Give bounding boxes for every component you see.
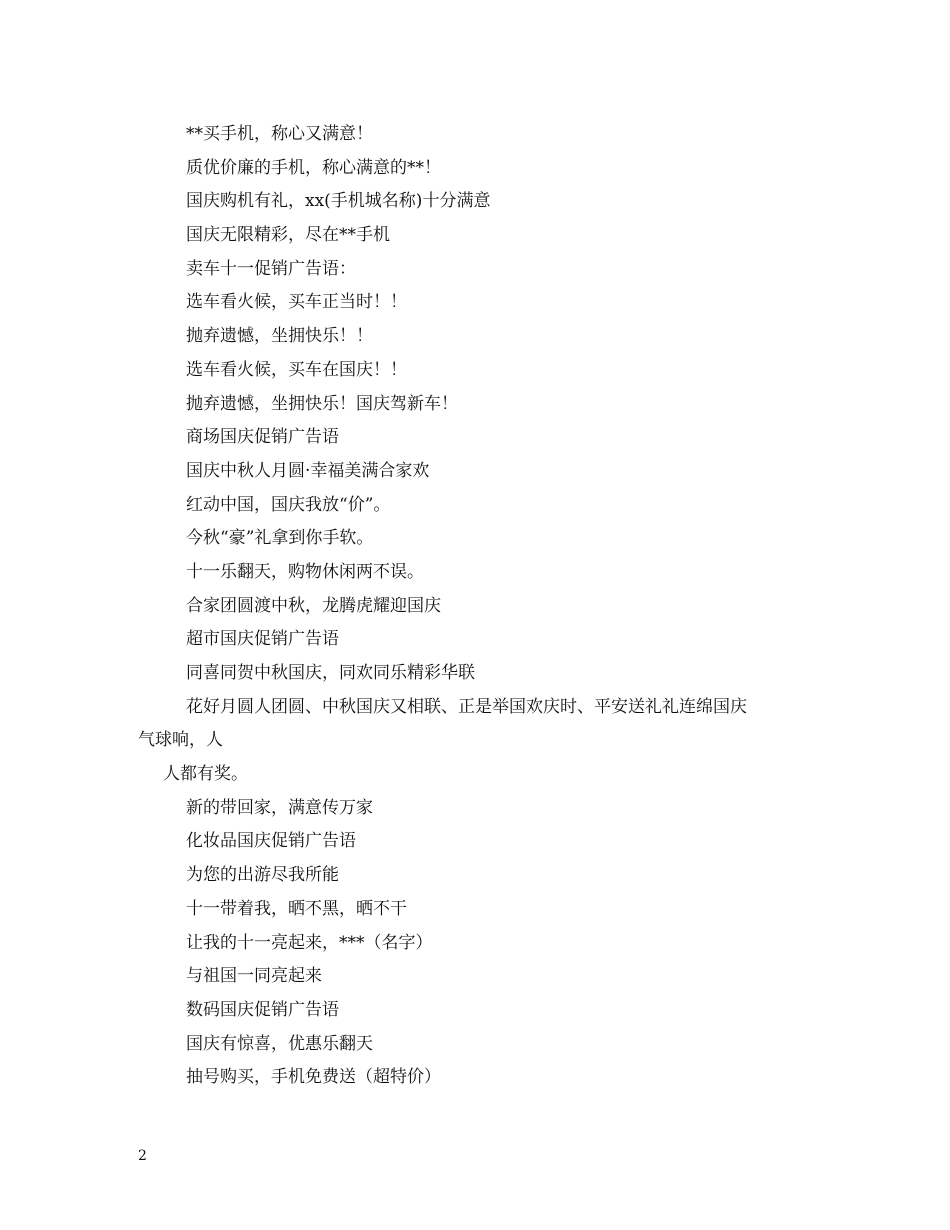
section-heading-digital-slogans: 数码国庆促销广告语 <box>186 999 339 1020</box>
section-heading-supermarket-slogans: 超市国庆促销广告语 <box>186 629 339 650</box>
text-line: 让我的十一亮起来，***（名字） <box>186 932 433 953</box>
text-line: 抛弃遗憾，坐拥快乐！国庆驾新车！ <box>186 393 458 414</box>
text-line: 国庆购机有礼，xx(手机城名称)十分满意 <box>186 191 491 212</box>
section-heading-cosmetics-slogans: 化妆品国庆促销广告语 <box>186 831 356 852</box>
text-line: 今秋“豪”礼拿到你手软。 <box>186 528 374 549</box>
text-line: 十一乐翻天，购物休闲两不误。 <box>186 561 424 582</box>
document-body <box>138 118 828 1095</box>
text-line: 与祖国一同亮起来 <box>186 966 322 987</box>
text-line: 抛弃遗憾，坐拥快乐！！ <box>186 326 373 347</box>
section-heading-car-slogans: 卖车十一促销广告语： <box>186 258 356 279</box>
text-line: 花好月圆人团圆、中秋国庆又相联、正是举国欢庆时、平安送礼礼连绵国庆 <box>186 696 747 717</box>
text-line: 选车看火候，买车正当时！！ <box>186 292 407 313</box>
text-line: 选车看火候，买车在国庆！！ <box>186 359 407 380</box>
page-number: 2 <box>138 1148 147 1164</box>
text-line: 国庆有惊喜，优惠乐翻天 <box>186 1033 373 1054</box>
section-heading-mall-slogans: 商场国庆促销广告语 <box>186 427 339 448</box>
text-line: 国庆无限精彩，尽在**手机 <box>186 225 390 246</box>
text-line: 同喜同贺中秋国庆，同欢同乐精彩华联 <box>186 663 475 683</box>
text-line: 十一带着我，晒不黑，晒不干 <box>186 898 407 919</box>
text-line: 为您的出游尽我所能 <box>186 865 339 886</box>
text-line: 国庆中秋人月圆·幸福美满合家欢 <box>186 460 430 481</box>
text-line: 合家团圆渡中秋，龙腾虎耀迎国庆 <box>186 595 441 616</box>
text-line: 红动中国，国庆我放“价”。 <box>186 494 391 515</box>
text-line: **买手机，称心又满意！ <box>186 124 373 144</box>
text-line: 抽号购买，手机免费送（超特价） <box>186 1067 441 1088</box>
text-line: 质优价廉的手机，称心满意的**！ <box>186 157 441 178</box>
text-line: 新的带回家，满意传万家 <box>186 797 373 818</box>
text-line: 人都有奖。 <box>163 764 248 785</box>
text-line-wrap: 气球响，人 <box>138 730 223 751</box>
